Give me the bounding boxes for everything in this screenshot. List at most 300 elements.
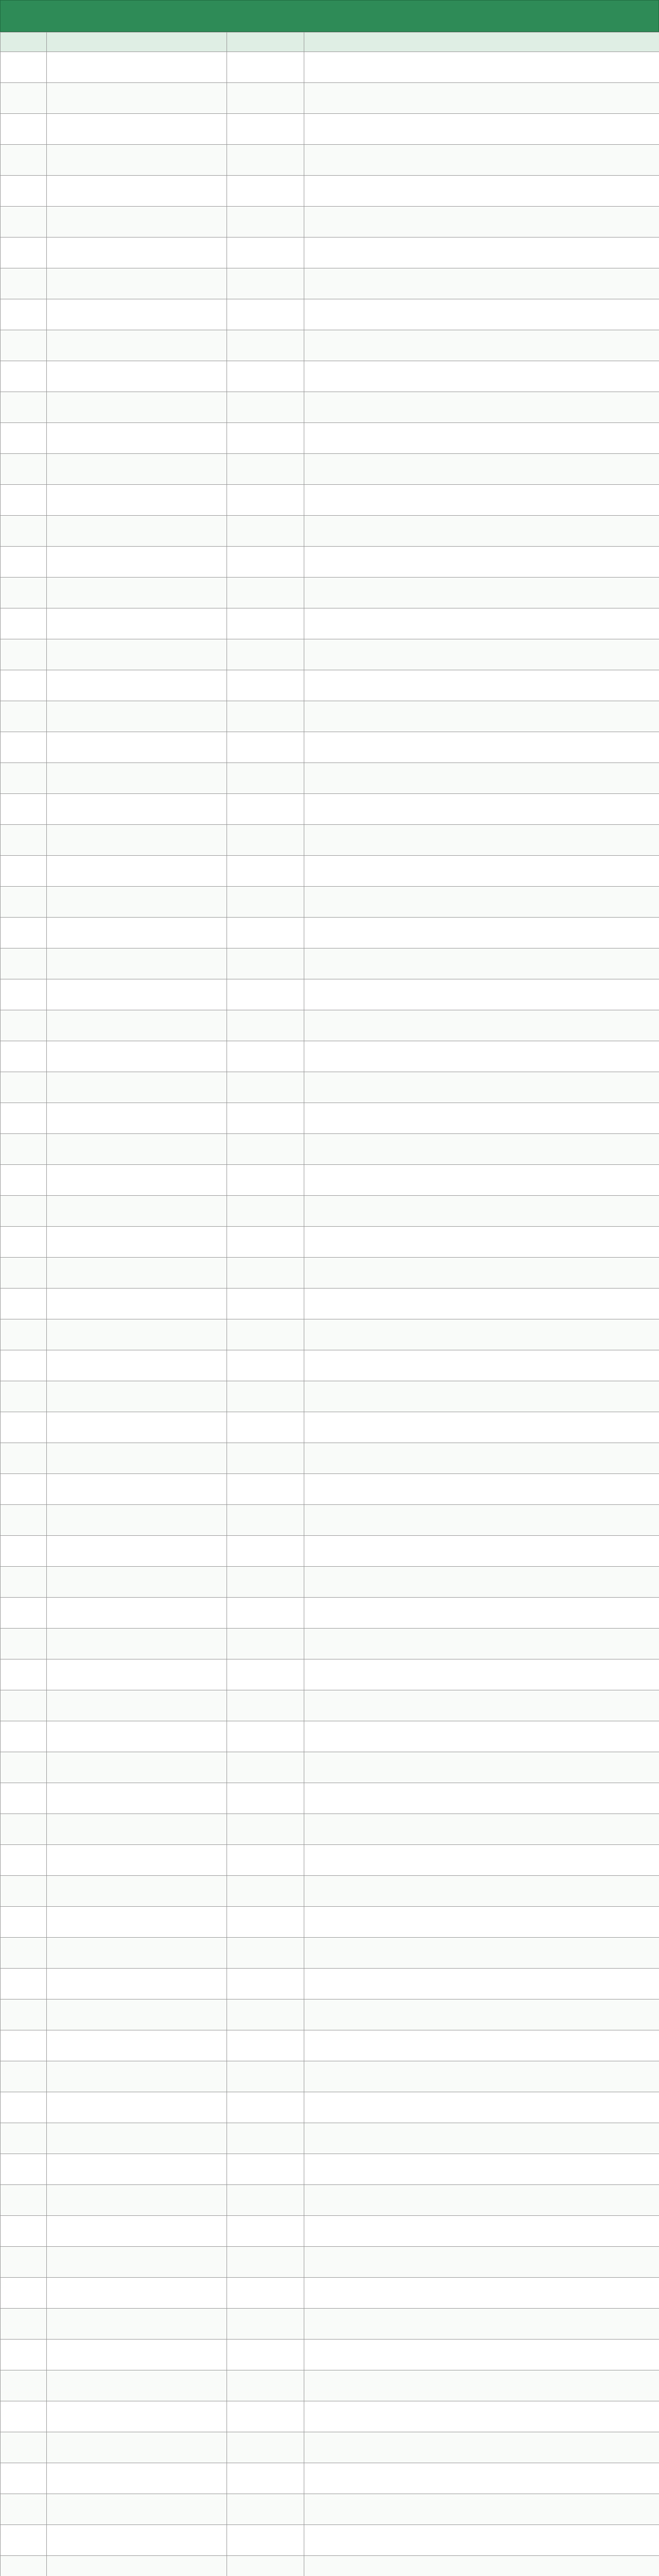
column-header-index (1, 32, 47, 52)
cell-index (1, 1227, 47, 1258)
cell-name (47, 1474, 227, 1505)
cell-address (304, 1072, 659, 1103)
table-row (1, 732, 659, 763)
cell-address (304, 361, 659, 392)
cell-district (227, 423, 304, 454)
table-row (1, 2340, 659, 2370)
cell-name (47, 732, 227, 763)
cell-district (227, 1505, 304, 1536)
cell-address (304, 1752, 659, 1783)
table-row (1, 2123, 659, 2154)
cell-district (227, 918, 304, 948)
table-row (1, 1041, 659, 1072)
table-row (1, 979, 659, 1010)
table-row (1, 1010, 659, 1041)
cell-name (47, 794, 227, 825)
cell-name (47, 1721, 227, 1752)
table-row (1, 2432, 659, 2463)
cell-address (304, 2432, 659, 2463)
cell-address (304, 1474, 659, 1505)
cell-district (227, 2401, 304, 2432)
table-row (1, 1196, 659, 1227)
cell-address (304, 1196, 659, 1227)
cell-index (1, 2525, 47, 2556)
cell-name (47, 2123, 227, 2154)
cell-address (304, 1938, 659, 1969)
cell-name (47, 763, 227, 794)
cell-name (47, 2278, 227, 2309)
cell-address (304, 948, 659, 979)
cell-name (47, 1845, 227, 1876)
cell-address (304, 83, 659, 114)
cell-index (1, 1721, 47, 1752)
cell-index (1, 207, 47, 238)
table-row (1, 1659, 659, 1690)
cell-address (304, 52, 659, 83)
table-row (1, 1845, 659, 1876)
cell-address (304, 1567, 659, 1598)
cell-name (47, 330, 227, 361)
cell-address (304, 1134, 659, 1165)
cell-district (227, 1999, 304, 2030)
table-row (1, 2278, 659, 2309)
cell-name (47, 207, 227, 238)
cell-name (47, 1134, 227, 1165)
cell-index (1, 887, 47, 918)
cell-index (1, 1907, 47, 1938)
cell-address (304, 454, 659, 485)
cell-name (47, 1505, 227, 1536)
table-row (1, 918, 659, 948)
cell-name (47, 1412, 227, 1443)
cell-index (1, 1319, 47, 1350)
cell-address (304, 1443, 659, 1474)
cell-index (1, 392, 47, 423)
cell-name (47, 1814, 227, 1845)
cell-index (1, 1381, 47, 1412)
cell-index (1, 176, 47, 207)
cell-district (227, 1659, 304, 1690)
cell-name (47, 1783, 227, 1814)
table-row (1, 485, 659, 516)
cell-address (304, 2556, 659, 2576)
cell-district (227, 1227, 304, 1258)
cell-index (1, 763, 47, 794)
table-row (1, 887, 659, 918)
cell-index (1, 1536, 47, 1567)
cell-index (1, 547, 47, 578)
table-row (1, 299, 659, 330)
cell-address (304, 1165, 659, 1196)
cell-name (47, 639, 227, 670)
cell-index (1, 1783, 47, 1814)
cell-district (227, 1072, 304, 1103)
cell-index (1, 2247, 47, 2278)
cell-address (304, 2154, 659, 2185)
cell-name (47, 979, 227, 1010)
table-row (1, 1381, 659, 1412)
cell-address (304, 1629, 659, 1659)
cell-index (1, 701, 47, 732)
cell-address (304, 2123, 659, 2154)
cell-index (1, 1814, 47, 1845)
table-row (1, 145, 659, 176)
table-row (1, 1350, 659, 1381)
cell-address (304, 547, 659, 578)
table-row (1, 1134, 659, 1165)
header-row (1, 32, 659, 52)
cell-index (1, 485, 47, 516)
cell-address (304, 1969, 659, 1999)
cell-address (304, 2309, 659, 2340)
cell-name (47, 2525, 227, 2556)
table-row (1, 114, 659, 145)
cell-district (227, 1196, 304, 1227)
cell-district (227, 578, 304, 608)
cell-name (47, 2401, 227, 2432)
cell-district (227, 1598, 304, 1629)
cell-district (227, 268, 304, 299)
cell-name (47, 1876, 227, 1907)
cell-address (304, 979, 659, 1010)
cell-address (304, 2401, 659, 2432)
cell-name (47, 825, 227, 856)
table-row (1, 1103, 659, 1134)
cell-address (304, 701, 659, 732)
cell-index (1, 794, 47, 825)
cell-index (1, 1103, 47, 1134)
table-row (1, 1165, 659, 1196)
cell-address (304, 1907, 659, 1938)
cell-address (304, 887, 659, 918)
table-row (1, 1567, 659, 1598)
cell-district (227, 2092, 304, 2123)
cell-index (1, 1443, 47, 1474)
cell-district (227, 1629, 304, 1659)
cell-address (304, 1999, 659, 2030)
cell-address (304, 2185, 659, 2216)
cell-district (227, 207, 304, 238)
cell-district (227, 1876, 304, 1907)
table-row (1, 825, 659, 856)
cell-district (227, 1350, 304, 1381)
cell-index (1, 52, 47, 83)
cell-address (304, 1041, 659, 1072)
table-row (1, 238, 659, 268)
cell-address (304, 2247, 659, 2278)
table-row (1, 2525, 659, 2556)
cell-district (227, 763, 304, 794)
table-row (1, 1876, 659, 1907)
cell-index (1, 918, 47, 948)
cell-index (1, 2309, 47, 2340)
cell-index (1, 1845, 47, 1876)
cell-name (47, 608, 227, 639)
table-row (1, 516, 659, 547)
cell-index (1, 670, 47, 701)
cell-index (1, 856, 47, 887)
cell-name (47, 1567, 227, 1598)
cell-district (227, 1752, 304, 1783)
table-row (1, 2154, 659, 2185)
cell-address (304, 856, 659, 887)
cell-index (1, 608, 47, 639)
cell-district (227, 1536, 304, 1567)
cell-district (227, 2432, 304, 2463)
table-row (1, 547, 659, 578)
cell-district (227, 176, 304, 207)
cell-name (47, 516, 227, 547)
page-title (0, 0, 659, 32)
cell-address (304, 1783, 659, 1814)
cell-name (47, 1196, 227, 1227)
cell-index (1, 2401, 47, 2432)
cell-address (304, 1845, 659, 1876)
table-row (1, 207, 659, 238)
cell-district (227, 2185, 304, 2216)
table-row (1, 2216, 659, 2247)
venue-table (0, 32, 659, 2576)
cell-district (227, 2278, 304, 2309)
cell-index (1, 516, 47, 547)
cell-index (1, 1690, 47, 1721)
cell-district (227, 1412, 304, 1443)
cell-district (227, 2370, 304, 2401)
cell-district (227, 2525, 304, 2556)
table-row (1, 2247, 659, 2278)
cell-name (47, 1381, 227, 1412)
table-row (1, 1629, 659, 1659)
cell-name (47, 1289, 227, 1319)
cell-address (304, 2494, 659, 2525)
cell-address (304, 1505, 659, 1536)
cell-index (1, 1659, 47, 1690)
cell-district (227, 825, 304, 856)
cell-address (304, 1350, 659, 1381)
cell-district (227, 2309, 304, 2340)
cell-district (227, 2123, 304, 2154)
table-row (1, 268, 659, 299)
cell-address (304, 825, 659, 856)
cell-name (47, 2370, 227, 2401)
table-row (1, 2370, 659, 2401)
cell-district (227, 794, 304, 825)
cell-index (1, 2061, 47, 2092)
cell-name (47, 1258, 227, 1289)
cell-address (304, 1659, 659, 1690)
cell-district (227, 639, 304, 670)
cell-name (47, 670, 227, 701)
cell-district (227, 1381, 304, 1412)
cell-index (1, 1196, 47, 1227)
cell-address (304, 1010, 659, 1041)
cell-index (1, 299, 47, 330)
cell-name (47, 2061, 227, 2092)
table-header (1, 32, 659, 52)
cell-address (304, 2216, 659, 2247)
cell-address (304, 516, 659, 547)
cell-address (304, 608, 659, 639)
cell-district (227, 547, 304, 578)
cell-district (227, 670, 304, 701)
cell-name (47, 423, 227, 454)
cell-address (304, 2370, 659, 2401)
table-row (1, 2092, 659, 2123)
cell-address (304, 2278, 659, 2309)
cell-address (304, 639, 659, 670)
cell-index (1, 1289, 47, 1319)
cell-district (227, 2216, 304, 2247)
cell-address (304, 794, 659, 825)
column-header-name (47, 32, 227, 52)
cell-index (1, 1010, 47, 1041)
cell-index (1, 2123, 47, 2154)
cell-address (304, 2030, 659, 2061)
cell-index (1, 1412, 47, 1443)
cell-address (304, 1721, 659, 1752)
cell-index (1, 2340, 47, 2370)
cell-name (47, 1227, 227, 1258)
cell-district (227, 1134, 304, 1165)
cell-district (227, 1103, 304, 1134)
cell-name (47, 2309, 227, 2340)
table-row (1, 948, 659, 979)
cell-name (47, 2154, 227, 2185)
cell-district (227, 887, 304, 918)
cell-index (1, 1258, 47, 1289)
cell-name (47, 1907, 227, 1938)
cell-index (1, 1165, 47, 1196)
cell-name (47, 1103, 227, 1134)
cell-district (227, 1783, 304, 1814)
cell-name (47, 52, 227, 83)
cell-name (47, 1350, 227, 1381)
cell-district (227, 1845, 304, 1876)
cell-index (1, 361, 47, 392)
table-row (1, 2494, 659, 2525)
cell-index (1, 1505, 47, 1536)
cell-index (1, 1350, 47, 1381)
cell-district (227, 701, 304, 732)
cell-name (47, 1752, 227, 1783)
cell-address (304, 2463, 659, 2494)
table-row (1, 423, 659, 454)
cell-name (47, 1969, 227, 1999)
cell-district (227, 1289, 304, 1319)
cell-district (227, 2154, 304, 2185)
table-row (1, 361, 659, 392)
cell-name (47, 1690, 227, 1721)
cell-index (1, 330, 47, 361)
cell-index (1, 2494, 47, 2525)
cell-district (227, 856, 304, 887)
cell-name (47, 485, 227, 516)
table-row (1, 1536, 659, 1567)
cell-index (1, 2432, 47, 2463)
cell-district (227, 1010, 304, 1041)
cell-index (1, 1567, 47, 1598)
cell-address (304, 670, 659, 701)
cell-address (304, 207, 659, 238)
cell-index (1, 1969, 47, 1999)
cell-district (227, 948, 304, 979)
cell-name (47, 1443, 227, 1474)
cell-index (1, 268, 47, 299)
cell-district (227, 299, 304, 330)
cell-address (304, 918, 659, 948)
table-row (1, 1752, 659, 1783)
cell-address (304, 392, 659, 423)
table-row (1, 1319, 659, 1350)
cell-address (304, 1536, 659, 1567)
cell-address (304, 423, 659, 454)
cell-name (47, 454, 227, 485)
cell-index (1, 238, 47, 268)
cell-index (1, 1876, 47, 1907)
cell-index (1, 1999, 47, 2030)
cell-name (47, 856, 227, 887)
cell-district (227, 330, 304, 361)
cell-name (47, 918, 227, 948)
cell-index (1, 1752, 47, 1783)
cell-district (227, 1969, 304, 1999)
cell-index (1, 83, 47, 114)
column-header-district (227, 32, 304, 52)
cell-index (1, 825, 47, 856)
cell-name (47, 1598, 227, 1629)
table-row (1, 856, 659, 887)
cell-name (47, 2247, 227, 2278)
cell-index (1, 454, 47, 485)
cell-address (304, 2525, 659, 2556)
table-row (1, 1721, 659, 1752)
cell-address (304, 1289, 659, 1319)
cell-district (227, 485, 304, 516)
table-body (1, 52, 659, 2576)
cell-district (227, 2030, 304, 2061)
cell-index (1, 2278, 47, 2309)
cell-index (1, 2216, 47, 2247)
cell-index (1, 1629, 47, 1659)
table-row (1, 1227, 659, 1258)
cell-district (227, 979, 304, 1010)
cell-name (47, 238, 227, 268)
cell-district (227, 1258, 304, 1289)
cell-district (227, 2340, 304, 2370)
cell-district (227, 1907, 304, 1938)
cell-name (47, 1938, 227, 1969)
cell-district (227, 1319, 304, 1350)
cell-address (304, 238, 659, 268)
table-row (1, 83, 659, 114)
cell-index (1, 2030, 47, 2061)
cell-name (47, 176, 227, 207)
cell-name (47, 1999, 227, 2030)
table-row (1, 1412, 659, 1443)
table-row (1, 392, 659, 423)
cell-name (47, 1010, 227, 1041)
table-row (1, 1814, 659, 1845)
table-row (1, 608, 659, 639)
cell-address (304, 268, 659, 299)
cell-name (47, 701, 227, 732)
table-row (1, 1443, 659, 1474)
cell-district (227, 1041, 304, 1072)
cell-index (1, 2463, 47, 2494)
cell-district (227, 238, 304, 268)
cell-name (47, 2340, 227, 2370)
table-row (1, 330, 659, 361)
